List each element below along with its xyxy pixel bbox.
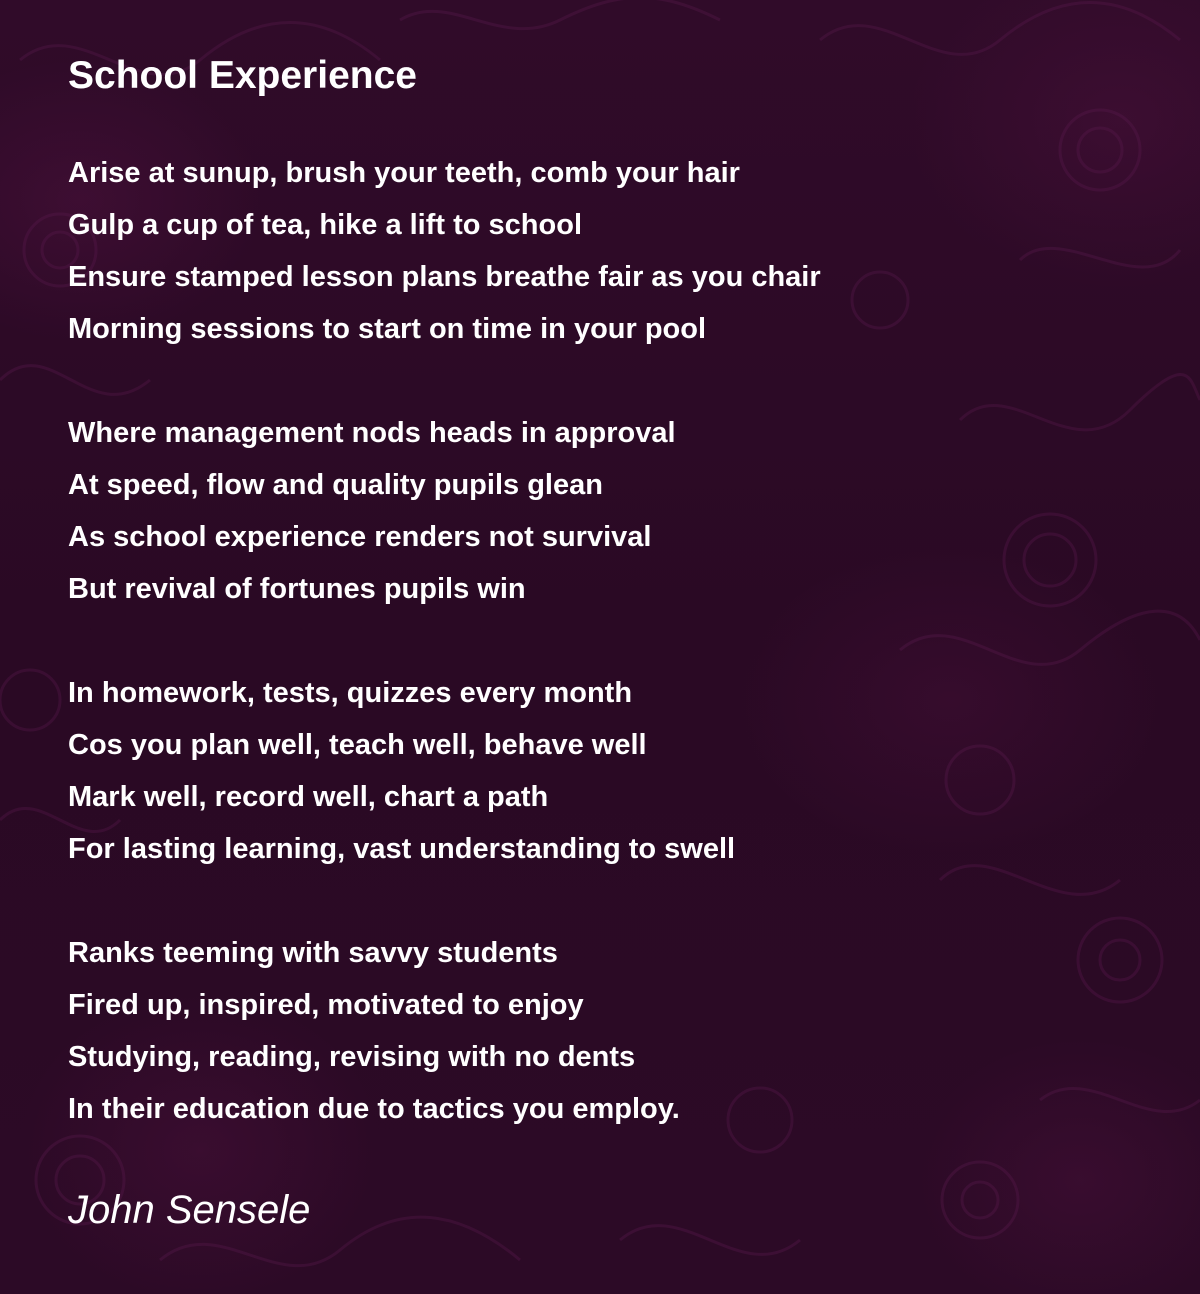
poem-line: Where management nods heads in approval xyxy=(68,417,676,449)
poem-page xyxy=(68,52,1148,1234)
poem-line: Ranks teeming with savvy students xyxy=(68,937,558,969)
poem-line: In their education due to tactics you employ. xyxy=(68,1093,680,1125)
poem-line: Studying, reading, revising with no dents xyxy=(68,1041,636,1073)
poem-line: Arise at sunup, brush your teeth, comb your hair xyxy=(68,157,740,189)
poem-line: But revival of fortunes pupils win xyxy=(68,573,526,605)
poem-line: As school experience renders not survival xyxy=(68,521,652,553)
poem-line: Gulp a cup of tea, hike a lift to school xyxy=(68,209,582,241)
poem-line: Ensure stamped lesson plans breathe fair as you chair xyxy=(68,261,821,293)
poem-line: Cos you plan well, teach well, behave well xyxy=(68,729,647,761)
poem-title: School Experience xyxy=(68,54,417,97)
poem-line: In homework, tests, quizzes every month xyxy=(68,677,633,709)
stanza-3 xyxy=(68,667,1148,875)
poem-line: Fired up, inspired, motivated to enjoy xyxy=(68,989,584,1021)
stanza-1 xyxy=(68,147,1148,355)
poem-author: John Sensele xyxy=(68,1188,311,1232)
poem-line: At speed, flow and quality pupils glean xyxy=(68,469,603,501)
stanza-2 xyxy=(68,407,1148,615)
poem-line: Mark well, record well, chart a path xyxy=(68,781,549,813)
poem-line: For lasting learning, vast understanding to swell xyxy=(68,833,736,865)
poem-line: Morning sessions to start on time in your pool xyxy=(68,313,707,345)
stanza-4 xyxy=(68,927,1148,1135)
